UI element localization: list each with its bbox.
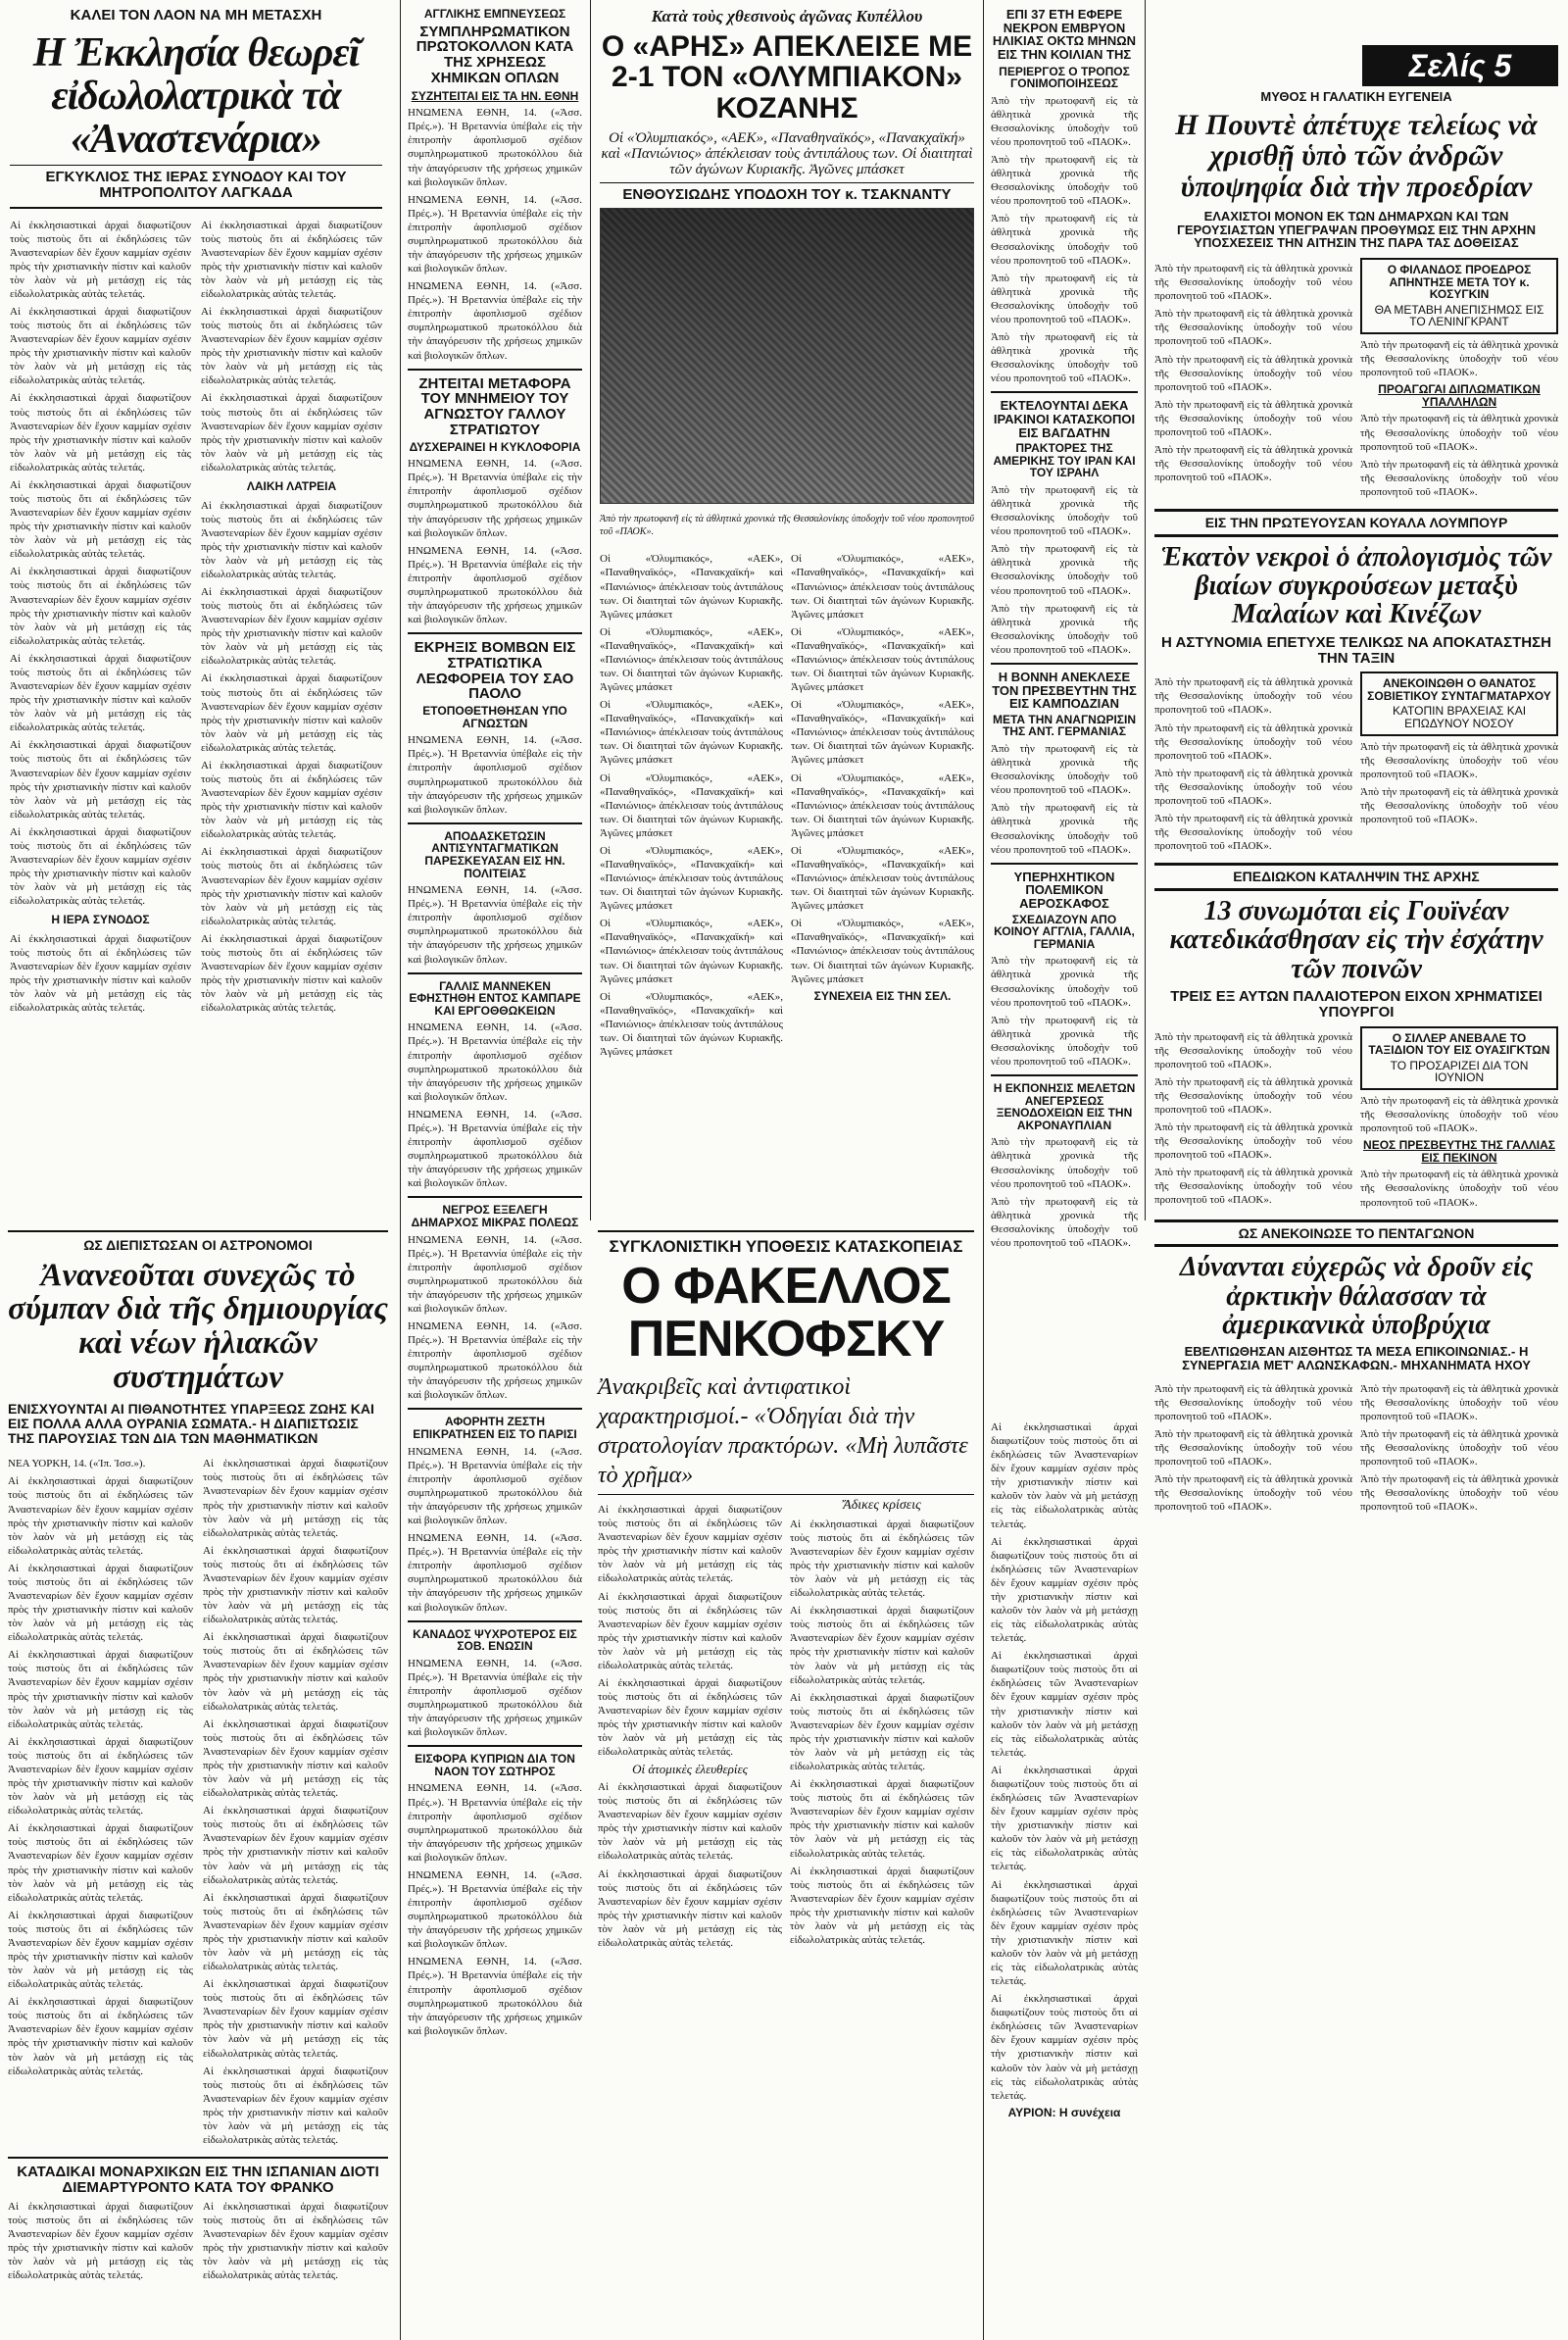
body: Ἀπὸ τὴν πρωτοφανῆ εἰς τὰ ἀθλητικὰ χρονικὰ τῆς Θεσσαλονίκης ὑποδοχὴν τοῦ νέου προπονητοῦ τοῦ «ΠΑΟΚ». [1154,1473,1352,1514]
news-body: Ἀπὸ τὴν πρωτοφανῆ εἰς τὰ ἀθλητικὰ χρονικὰ τῆς Θεσσαλονίκης ὑποδοχὴν τοῦ νέου προπονητοῦ τοῦ «ΠΑΟΚ». [991,331,1138,385]
body: Ἀπὸ τὴν πρωτοφανῆ εἰς τὰ ἀθλητικὰ χρονικὰ τῆς Θεσσαλονίκης ὑποδοχὴν τοῦ νέου προπονητοῦ τοῦ «ΠΑΟΚ». [1360,339,1558,379]
column-news [987,0,1142,1249]
body: Αἱ ἐκκλησιαστικαὶ ἀρχαὶ διαφωτίζουν τοὺς πιστοὺς ὅτι αἱ ἐκδηλώσεις τῶν Ἀναστεναρίων δὲν ἔχουν καμμίαν σχέσιν πρὸς τὴν χριστιανικὴν πίστιν καὶ καλοῦν τὸν λαὸν νὰ μὴ μετάσχῃ εἰς τὰς εἰδωλολατρικὰς αὐτὰς τελετάς. [790,1865,974,1946]
news-sub: ΠΕΡΙΕΡΓΟΣ Ο ΤΡΟΠΟΣ ΓΟΝΙΜΟΠΟΙΗΣΕΩΣ [999,64,1130,91]
article-body: Αἱ ἐκκλησιαστικαὶ ἀρχαὶ διαφωτίζουν τοὺς πιστοὺς ὅτι αἱ ἐκδηλώσεις τῶν Ἀναστεναρίων δὲν ἔχουν καμμίαν σχέσιν πρὸς τὴν χριστιανικὴν πίστιν καὶ καλοῦν τὸν λαὸν νὰ μὴ μετάσχῃ εἰς τὰς εἰδωλολατρικὰς αὐτὰς τελετάς. [10,652,191,734]
footer-headline: ΚΑΤΑΔΙΚΑΙ ΜΟΝΑΡΧΙΚΩΝ ΕΙΣ ΤΗΝ ΙΣΠΑΝΙΑΝ ΔΙΟΤΙ ΔΙΕΜΑΡΤΥΡΟΝΤΟ ΚΑΤΑ ΤΟΥ ΦΡΑΝΚΟ [17,2164,379,2196]
body: Ἀπὸ τὴν πρωτοφανῆ εἰς τὰ ἀθλητικὰ χρονικὰ τῆς Θεσσαλονίκης ὑποδοχὴν τοῦ νέου προπονητοῦ τοῦ «ΠΑΟΚ». [1154,767,1352,807]
body: Ἀπὸ τὴν πρωτοφανῆ εἰς τὰ ἀθλητικὰ χρονικὰ τῆς Θεσσαλονίκης ὑποδοχὴν τοῦ νέου προπονητοῦ τοῦ «ΠΑΟΚ». [1154,1075,1352,1116]
body: Αἱ ἐκκλησιαστικαὶ ἀρχαὶ διαφωτίζουν τοὺς πιστοὺς ὅτι αἱ ἐκδηλώσεις τῶν Ἀναστεναρίων δὲν ἔχουν καμμίαν σχέσιν πρὸς τὴν χριστιανικὴν πίστιν καὶ καλοῦν τὸν λαὸν νὰ μὴ μετάσχῃ εἰς τὰς εἰδωλολατρικὰς αὐτὰς τελετάς. [8,1562,193,1644]
sports-body: Οἱ «Ὀλυμπιακός», «ΑΕΚ», «Παναθηναϊκός», «Πανακχαϊκή» καὶ «Πανιώνιος» ἀπέκλεισαν τοὺς ἀντιπάλους των. Οἱ διαιτηταὶ τῶν ἀγώνων Κυριακῆς. Ἀγῶνες μπάσκετ [600,990,783,1058]
article-penkovsky-cont [987,1220,1142,2340]
column-left [0,0,392,1220]
news-body: Ἀπὸ τὴν πρωτοφανῆ εἰς τὰ ἀθλητικὰ χρονικὰ τῆς Θεσσαλονίκης ὑποδοχὴν τοῦ νέου προπονητοῦ τοῦ «ΠΑΟΚ». [991,543,1138,597]
article-body: Αἱ ἐκκλησιαστικαὶ ἀρχαὶ διαφωτίζουν τοὺς πιστοὺς ὅτι αἱ ἐκδηλώσεις τῶν Ἀναστεναρίων δὲν ἔχουν καμμίαν σχέσιν πρὸς τὴν χριστιανικὴν πίστιν καὶ καλοῦν τὸν λαὸν νὰ μὴ μετάσχῃ εἰς τὰς εἰδωλολατρικὰς αὐτὰς τελετάς. [201,499,382,580]
brief-body: ΗΝΩΜΕΝΑ ΕΘΝΗ, 14. («Ἀσσ. Πρές.»). Ἡ Βρεταννία ὑπέβαλε εἰς τὴν ἐπιτροπὴν ἀφοπλισμοῦ σχέδιον συμπληρωματικοῦ πρωτοκόλλου διὰ τὴν ἀπαγόρευσιν τῆς χρήσεως χημικῶν καὶ βιολογικῶν ὅπλων. [408,884,582,966]
news-body: Ἀπὸ τὴν πρωτοφανῆ εἰς τὰ ἀθλητικὰ χρονικὰ τῆς Θεσσαλονίκης ὑποδοχὴν τοῦ νέου προπονητοῦ τοῦ «ΠΑΟΚ». [991,1195,1138,1249]
headline: Ο ΦΑΚΕΛΛΟΣ ΠΕΝΚΟΦΣΚΥ [621,1257,951,1369]
body: Αἱ ἐκκλησιαστικαὶ ἀρχαὶ διαφωτίζουν τοὺς πιστοὺς ὅτι αἱ ἐκδηλώσεις τῶν Ἀναστεναρίων δὲν ἔχουν καμμίαν σχέσιν πρὸς τὴν χριστιανικὴν πίστιν καὶ καλοῦν τὸν λαὸν νὰ μὴ μετάσχῃ εἰς τὰς εἰδωλολατρικὰς αὐτὰς τελετάς. [991,1650,1138,1759]
brief-body: ΗΝΩΜΕΝΑ ΕΘΝΗ, 14. («Ἀσσ. Πρές.»). Ἡ Βρεταννία ὑπέβαλε εἰς τὴν ἐπιτροπὴν ἀφοπλισμοῦ σχέδιον συμπληρωματικοῦ πρωτοκόλλου διὰ τὴν ἀπαγόρευσιν τῆς χρήσεως χημικῶν καὶ βιολογικῶν ὅπλων. [408,734,582,816]
article-body: Αἱ ἐκκλησιαστικαὶ ἀρχαὶ διαφωτίζουν τοὺς πιστοὺς ὅτι αἱ ἐκδηλώσεις τῶν Ἀναστεναρίων δὲν ἔχουν καμμίαν σχέσιν πρὸς τὴν χριστιανικὴν πίστιν καὶ καλοῦν τὸν λαὸν νὰ μὴ μετάσχῃ εἰς τὰς εἰδωλολατρικὰς αὐτὰς τελετάς. [201,392,382,473]
kicker: ΩΣ ΔΙΕΠΙΣΤΩΣΑΝ ΟΙ ΑΣΤΡΟΝΟΜΟΙ [83,1237,313,1253]
brief-sub: ΕΤΟΠΟΘΕΤΗΘΗΣΑΝ ΥΠΟ ΑΓΝΩΣΤΩΝ [422,704,567,730]
body: Αἱ ἐκκλησιαστικαὶ ἀρχαὶ διαφωτίζουν τοὺς πιστοὺς ὅτι αἱ ἐκδηλώσεις τῶν Ἀναστεναρίων δὲν ἔχουν καμμίαν σχέσιν πρὸς τὴν χριστιανικὴν πίστιν καὶ καλοῦν τὸν λαὸν νὰ μὴ μετάσχῃ εἰς τὰς εἰδωλολατρικὰς αὐτὰς τελετάς. [598,1781,782,1863]
brief-sub: ΣΥΖΗΤΕΙΤΑΙ ΕΙΣ ΤΑ ΗΝ. ΕΘΝΗ [411,88,579,103]
brief-body: ΗΝΩΜΕΝΑ ΕΘΝΗ, 14. («Ἀσσ. Πρές.»). Ἡ Βρεταννία ὑπέβαλε εἰς τὴν ἐπιτροπὴν ἀφοπλισμοῦ σχέδιον συμπληρωματικοῦ πρωτοκόλλου διὰ τὴν ἀπαγόρευσιν τῆς χρήσεως χημικῶν καὶ βιολογικῶν ὅπλων. [408,458,582,539]
brief-body: ΗΝΩΜΕΝΑ ΕΘΝΗ, 14. («Ἀσσ. Πρές.»). Ἡ Βρεταννία ὑπέβαλε εἰς τὴν ἐπιτροπὴν ἀφοπλισμοῦ σχέδιον συμπληρωματικοῦ πρωτοκόλλου διὰ τὴν ἀπαγόρευσιν τῆς χρήσεως χημικῶν καὶ βιολογικῶν ὅπλων. [408,1445,582,1527]
body: Ἀπὸ τὴν πρωτοφανῆ εἰς τὰ ἀθλητικὰ χρονικὰ τῆς Θεσσαλονίκης ὑποδοχὴν τοῦ νέου προπονητοῦ τοῦ «ΠΑΟΚ». [1154,263,1352,303]
body: Αἱ ἐκκλησιαστικαὶ ἀρχαὶ διαφωτίζουν τοὺς πιστοὺς ὅτι αἱ ἐκδηλώσεις τῶν Ἀναστεναρίων δὲν ἔχουν καμμίαν σχέσιν πρὸς τὴν χριστιανικὴν πίστιν καὶ καλοῦν τὸν λαὸν νὰ μὴ μετάσχῃ εἰς τὰς εἰδωλολατρικὰς αὐτὰς τελετάς. [203,1805,388,1886]
body: Αἱ ἐκκλησιαστικαὶ ἀρχαὶ διαφωτίζουν τοὺς πιστοὺς ὅτι αἱ ἐκδηλώσεις τῶν Ἀναστεναρίων δὲν ἔχουν καμμίαν σχέσιν πρὸς τὴν χριστιανικὴν πίστιν καὶ καλοῦν τὸν λαὸν νὰ μὴ μετάσχῃ εἰς τὰς εἰδωλολατρικὰς αὐτὰς τελετάς. [8,2200,193,2281]
subhead: ΕΛΑΧΙΣΤΟΙ ΜΟΝΟΝ ΕΚ ΤΩΝ ΔΗΜΑΡΧΩΝ ΚΑΙ ΤΩΝ ΓΕΡΟΥΣΙΑΣΤΩΝ ΥΠΕΓΡΑΨΑΝ ΠΡΟΘΥΜΩΣ ΕΙΣ ΤΗΝ ΑΡΧΗΝ ΥΠΟΣΧΕΣΕΙΣ ΤΗΝ ΑΙΤΗΣΙΝ ΤΗΣ ΠΑΡΑ ΤΑΣ ΔΟΘΕΙΣΑΣ [1177,209,1536,251]
body: Ἀπὸ τὴν πρωτοφανῆ εἰς τὰ ἀθλητικὰ χρονικὰ τῆς Θεσσαλονίκης ὑποδοχὴν τοῦ νέου προπονητοῦ τοῦ «ΠΑΟΚ». [1360,1427,1558,1469]
brief-headline: ΑΦΟΡΗΤΗ ΖΕΣΤΗ ΕΠΙΚΡΑΤΗΣΕΝ ΕΙΣ ΤΟ ΠΑΡΙΣΙ [413,1415,577,1442]
sports-kicker: Κατὰ τοὺς χθεσινοὺς ἀγῶνας Κυπέλλου [651,7,923,25]
headline: Η Πουντὲ ἀπέτυχε τελείως νὰ χρισθῇ ὑπὸ τῶν ἀνδρῶν ὑποψηφία διὰ τὴν προεδρίαν [1175,108,1538,203]
news-sub: ΜΕΤΑ ΤΗΝ ΑΝΑΓΝΩΡΙΣΙΝ ΤΗΣ ΑΝΤ. ΓΕΡΜΑΝΙΑΣ [992,712,1137,739]
headline: Ἀνανεοῦται συνεχῶς τὸ σύμπαν διὰ τῆς δημιουργίας καὶ νέων ἡλιακῶν συστημάτων [8,1257,388,1395]
news-headline: ΥΠΕΡΗΧΗΤΙΚΟΝ ΠΟΛΕΜΙΚΟΝ ΑΕΡΟΣΚΑΦΟΣ [1013,869,1115,911]
strip-heading: ΩΣ ΑΝΕΚΟΙΝΩΣΕ ΤΟ ΠΕΝΤΑΓΩΝΟΝ [1154,1220,1558,1248]
page-number-logo: Σελίς 5 [1362,45,1558,86]
news-sub: ΠΡΑΚΤΟΡΕΣ ΤΗΣ ΑΜΕΡΙΚΗΣ ΤΟΥ ΙΡΑΝ ΚΑΙ ΤΟΥ ΙΣΡΑΗΛ [993,441,1136,480]
body: Αἱ ἐκκλησιαστικαὶ ἀρχαὶ διαφωτίζουν τοὺς πιστοὺς ὅτι αἱ ἐκδηλώσεις τῶν Ἀναστεναρίων δὲν ἔχουν καμμίαν σχέσιν πρὸς τὴν χριστιανικὴν πίστιν καὶ καλοῦν τὸν λαὸν νὰ μὴ μετάσχῃ εἰς τὰς εἰδωλολατρικὰς αὐτὰς τελετάς. [203,1544,388,1626]
box-sub: ΘΑ ΜΕΤΑΒΗ ΑΝΕΠΙΣΗΜΩΣ ΕΙΣ ΤΟ ΛΕΝΙΝΓΚΡΑΝΤ [1374,302,1544,329]
article-subhead: ΕΓΚΥΚΛΙΟΣ ΤΗΣ ΙΕΡΑΣ ΣΥΝΟΔΟΥ ΚΑΙ ΤΟΥ ΜΗΤΡΟΠΟΛΙΤΟΥ ΛΑΓΚΑΔΑ [45,169,347,201]
brief-body: ΗΝΩΜΕΝΑ ΕΘΝΗ, 14. («Ἀσσ. Πρές.»). Ἡ Βρεταννία ὑπέβαλε εἰς τὴν ἐπιτροπὴν ἀφοπλισμοῦ σχέδιον συμπληρωματικοῦ πρωτοκόλλου διὰ τὴν ἀπαγόρευσιν τῆς χρήσεως χημικῶν καὶ βιολογικῶν ὅπλων. [408,107,582,188]
article-body: Αἱ ἐκκλησιαστικαὶ ἀρχαὶ διαφωτίζουν τοὺς πιστοὺς ὅτι αἱ ἐκδηλώσεις τῶν Ἀναστεναρίων δὲν ἔχουν καμμίαν σχέσιν πρὸς τὴν χριστιανικὴν πίστιν καὶ καλοῦν τὸν λαὸν νὰ μὴ μετάσχῃ εἰς τὰς εἰδωλολατρικὰς αὐτὰς τελετάς. [10,478,191,561]
sports-deck: Οἱ «Ὀλυμπιακός», «ΑΕΚ», «Παναθηναϊκός», «Πανακχαϊκή» καὶ «Πανιώνιος» ἀπέκλεισαν τοὺς ἀντιπάλους των. Οἱ διαιτηταὶ τῶν ἀγώνων Κυριακῆς. Ἀγῶνες μπάσκετ [601,130,973,177]
article-signature: Η ΙΕΡΑ ΣΥΝΟΔΟΣ [51,913,150,927]
body: Ἀπὸ τὴν πρωτοφανῆ εἰς τὰ ἀθλητικὰ χρονικὰ τῆς Θεσσαλονίκης ὑποδοχὴν τοῦ νέου προπονητοῦ τοῦ «ΠΑΟΚ». [1154,722,1352,762]
brief-body: ΗΝΩΜΕΝΑ ΕΘΝΗ, 14. («Ἀσσ. Πρές.»). Ἡ Βρεταννία ὑπέβαλε εἰς τὴν ἐπιτροπὴν ἀφοπλισμοῦ σχέδιον συμπληρωματικοῦ πρωτοκόλλου διὰ τὴν ἀπαγόρευσιν τῆς χρήσεως χημικῶν καὶ βιολογικῶν ὅπλων. [408,1108,582,1190]
brief-sub: ΔΥΣΧΕΡΑΙΝΕΙ Η ΚΥΚΛΟΦΟΡΙΑ [409,439,581,454]
box-sub: ΤΟ ΠΡΟΣΑΡΙΖΕΙ ΔΙΑ ΤΟΝ ΙΟΥΝΙΟΝ [1390,1058,1529,1085]
section-heading: ΛΑΙΚΗ ΛΑΤΡΕΙΑ [246,478,337,493]
news-body: Ἀπὸ τὴν πρωτοφανῆ εἰς τὰ ἀθλητικὰ χρονικὰ τῆς Θεσσαλονίκης ὑποδοχὴν τοῦ νέου προπονητοῦ τοῦ «ΠΑΟΚ». [991,1014,1138,1068]
article-body: Αἱ ἐκκλησιαστικαὶ ἀρχαὶ διαφωτίζουν τοὺς πιστοὺς ὅτι αἱ ἐκδηλώσεις τῶν Ἀναστεναρίων δὲν ἔχουν καμμίαν σχέσιν πρὸς τὴν χριστιανικὴν πίστιν καὶ καλοῦν τὸν λαὸν νὰ μὴ μετάσχῃ εἰς τὰς εἰδωλολατρικὰς αὐτὰς τελετάς. [10,219,191,300]
body: Αἱ ἐκκλησιαστικαὶ ἀρχαὶ διαφωτίζουν τοὺς πιστοὺς ὅτι αἱ ἐκδηλώσεις τῶν Ἀναστεναρίων δὲν ἔχουν καμμίαν σχέσιν πρὸς τὴν χριστιανικὴν πίστιν καὶ καλοῦν τὸν λαὸν νὰ μὴ μετάσχῃ εἰς τὰς εἰδωλολατρικὰς αὐτὰς τελετάς. [598,1676,782,1759]
brief-headline: ΝΕΟΣ ΠΡΕΣΒΕΥΤΗΣ ΤΗΣ ΓΑΛΛΙΑΣ ΕΙΣ ΠΕΚΙΝΟΝ [1363,1138,1555,1165]
article-body: Αἱ ἐκκλησιαστικαὶ ἀρχαὶ διαφωτίζουν τοὺς πιστοὺς ὅτι αἱ ἐκδηλώσεις τῶν Ἀναστεναρίων δὲν ἔχουν καμμίαν σχέσιν πρὸς τὴν χριστιανικὴν πίστιν καὶ καλοῦν τὸν λαὸν νὰ μὴ μετάσχῃ εἰς τὰς εἰδωλολατρικὰς αὐτὰς τελετάς. [10,932,191,1015]
article-astronomy [0,1220,396,2340]
sports-headline: Ο «ΑΡΗΣ» ΑΠΕΚΛΕΙΣΕ ΜΕ 2-1 ΤΟΝ «ΟΛΥΜΠΙΑΚΟΝ» ΚΟΖΑΝΗΣ [601,29,973,124]
body: Αἱ ἐκκλησιαστικαὶ ἀρχαὶ διαφωτίζουν τοὺς πιστοὺς ὅτι αἱ ἐκδηλώσεις τῶν Ἀναστεναρίων δὲν ἔχουν καμμίαν σχέσιν πρὸς τὴν χριστιανικὴν πίστιν καὶ καλοῦν τὸν λαὸν νὰ μὴ μετάσχῃ εἰς τὰς εἰδωλολατρικὰς αὐτὰς τελετάς. [991,1878,1138,1988]
news-body: Ἀπὸ τὴν πρωτοφανῆ εἰς τὰ ἀθλητικὰ χρονικὰ τῆς Θεσσαλονίκης ὑποδοχὴν τοῦ νέου προπονητοῦ τοῦ «ΠΑΟΚ». [991,743,1138,797]
news-body: Ἀπὸ τὴν πρωτοφανῆ εἰς τὰ ἀθλητικὰ χρονικὰ τῆς Θεσσαλονίκης ὑποδοχὴν τοῦ νέου προπονητοῦ τοῦ «ΠΑΟΚ». [991,154,1138,208]
article-body: Αἱ ἐκκλησιαστικαὶ ἀρχαὶ διαφωτίζουν τοὺς πιστοὺς ὅτι αἱ ἐκδηλώσεις τῶν Ἀναστεναρίων δὲν ἔχουν καμμίαν σχέσιν πρὸς τὴν χριστιανικὴν πίστιν καὶ καλοῦν τὸν λαὸν νὰ μὴ μετάσχῃ εἰς τὰς εἰδωλολατρικὰς αὐτὰς τελετάς. [10,566,191,647]
body: Ἀπὸ τὴν πρωτοφανῆ εἰς τὰ ἀθλητικὰ χρονικὰ τῆς Θεσσαλονίκης ὑποδοχὴν τοῦ νέου προπονητοῦ τοῦ «ΠΑΟΚ». [1154,1427,1352,1469]
column-rule [400,0,401,2340]
subhead: ΕΝΙΣΧΥΟΥΝΤΑΙ ΑΙ ΠΙΘΑΝΟΤΗΤΕΣ ΥΠΑΡΞΕΩΣ ΖΩΗΣ ΚΑΙ ΕΙΣ ΠΟΛΛΑ ΑΛΛΑ ΟΥΡΑΝΙΑ ΣΩΜΑΤΑ.- Η ΔΙΑΠΙΣΤΩΣΙΣ ΤΗΣ ΠΑΡΟΥΣΙΑΣ ΤΩΝ ΔΙΑ ΤΩΝ ΜΑΘΗΜΑΤΙΚΩΝ [8,1401,374,1446]
section-heading: Ἄδικες κρίσεις [843,1498,921,1514]
brief-body: ΗΝΩΜΕΝΑ ΕΘΝΗ, 14. («Ἀσσ. Πρές.»). Ἡ Βρεταννία ὑπέβαλε εἰς τὴν ἐπιτροπὴν ἀφοπλισμοῦ σχέδιον συμπληρωματικοῦ πρωτοκόλλου διὰ τὴν ἀπαγόρευσιν τῆς χρήσεως χημικῶν καὶ βιολογικῶν ὅπλων. [408,1868,582,1951]
brief-body: ΗΝΩΜΕΝΑ ΕΘΝΗ, 14. («Ἀσσ. Πρές.»). Ἡ Βρεταννία ὑπέβαλε εἰς τὴν ἐπιτροπὴν ἀφοπλισμοῦ σχέδιον συμπληρωματικοῦ πρωτοκόλλου διὰ τὴν ἀπαγόρευσιν τῆς χρήσεως χημικῶν καὶ βιολογικῶν ὅπλων. [408,1657,582,1739]
crowd-photo [600,208,974,504]
brief-body: ΗΝΩΜΕΝΑ ΕΘΝΗ, 14. («Ἀσσ. Πρές.»). Ἡ Βρεταννία ὑπέβαλε εἰς τὴν ἐπιτροπὴν ἀφοπλισμοῦ σχέδιον συμπληρωματικοῦ πρωτοκόλλου διὰ τὴν ἀπαγόρευσιν τῆς χρήσεως χημικῶν καὶ βιολογικῶν ὅπλων. [408,1320,582,1402]
sports-body: Οἱ «Ὀλυμπιακός», «ΑΕΚ», «Παναθηναϊκός», «Πανακχαϊκή» καὶ «Πανιώνιος» ἀπέκλεισαν τοὺς ἀντιπάλους των. Οἱ διαιτηταὶ τῶν ἀγώνων Κυριακῆς. Ἀγῶνες μπάσκετ [791,772,974,839]
news-body: Ἀπὸ τὴν πρωτοφανῆ εἰς τὰ ἀθλητικὰ χρονικὰ τῆς Θεσσαλονίκης ὑποδοχὴν τοῦ νέου προπονητοῦ τοῦ «ΠΑΟΚ». [991,94,1138,148]
brief-headline: ΝΕΓΡΟΣ ΕΞΕΛΕΓΗ ΔΗΜΑΡΧΟΣ ΜΙΚΡΑΣ ΠΟΛΕΩΣ [411,1203,579,1229]
article-body: Αἱ ἐκκλησιαστικαὶ ἀρχαὶ διαφωτίζουν τοὺς πιστοὺς ὅτι αἱ ἐκδηλώσεις τῶν Ἀναστεναρίων δὲν ἔχουν καμμίαν σχέσιν πρὸς τὴν χριστιανικὴν πίστιν καὶ καλοῦν τὸν λαὸν νὰ μὴ μετάσχῃ εἰς τὰς εἰδωλολατρικὰς αὐτὰς τελετάς. [201,846,382,927]
sports-body: Οἱ «Ὀλυμπιακός», «ΑΕΚ», «Παναθηναϊκός», «Πανακχαϊκή» καὶ «Πανιώνιος» ἀπέκλεισαν τοὺς ἀντιπάλους των. Οἱ διαιτηταὶ τῶν ἀγώνων Κυριακῆς. Ἀγῶνες μπάσκετ [791,918,974,985]
body: Ἀπὸ τὴν πρωτοφανῆ εἰς τὰ ἀθλητικὰ χρονικὰ τῆς Θεσσαλονίκης ὑποδοχὴν τοῦ νέου προπονητοῦ τοῦ «ΠΑΟΚ». [1154,812,1352,853]
box-sub: ΚΑΤΟΠΙΝ ΒΡΑΧΕΙΑΣ ΚΑΙ ΕΠΩΔΥΝΟΥ ΝΟΣΟΥ [1392,704,1527,731]
news-headline: ΕΠΙ 37 ΕΤΗ ΕΦΕΡΕ ΝΕΚΡΟΝ ΕΜΒΡΥΟΝ ΗΛΙΚΙΑΣ ΟΚΤΩ ΜΗΝΩΝ ΕΙΣ ΤΗΝ ΚΟΙΛΙΑΝ ΤΗΣ [992,7,1137,62]
body: Ἀπὸ τὴν πρωτοφανῆ εἰς τὰ ἀθλητικὰ χρονικὰ τῆς Θεσσαλονίκης ὑποδοχὴν τοῦ νέου προπονητοῦ τοῦ «ΠΑΟΚ». [1360,1473,1558,1514]
brief-headline: ΕΙΣΦΟΡΑ ΚΥΠΡΙΩΝ ΔΙΑ ΤΟΝ ΝΑΟΝ ΤΟΥ ΣΩΤΗΡΟΣ [415,1752,575,1778]
body: Αἱ ἐκκλησιαστικαὶ ἀρχαὶ διαφωτίζουν τοὺς πιστοὺς ὅτι αἱ ἐκδηλώσεις τῶν Ἀναστεναρίων δὲν ἔχουν καμμίαν σχέσιν πρὸς τὴν χριστιανικὴν πίστιν καὶ καλοῦν τὸν λαὸν νὰ μὴ μετάσχῃ εἰς τὰς εἰδωλολατρικὰς αὐτὰς τελετάς. [790,1605,974,1686]
article-body: Αἱ ἐκκλησιαστικαὶ ἀρχαὶ διαφωτίζουν τοὺς πιστοὺς ὅτι αἱ ἐκδηλώσεις τῶν Ἀναστεναρίων δὲν ἔχουν καμμίαν σχέσιν πρὸς τὴν χριστιανικὴν πίστιν καὶ καλοῦν τὸν λαὸν νὰ μὴ μετάσχῃ εἰς τὰς εἰδωλολατρικὰς αὐτὰς τελετάς. [10,739,191,821]
body: Αἱ ἐκκλησιαστικαὶ ἀρχαὶ διαφωτίζουν τοὺς πιστοὺς ὅτι αἱ ἐκδηλώσεις τῶν Ἀναστεναρίων δὲν ἔχουν καμμίαν σχέσιν πρὸς τὴν χριστιανικὴν πίστιν καὶ καλοῦν τὸν λαὸν νὰ μὴ μετάσχῃ εἰς τὰς εἰδωλολατρικὰς αὐτὰς τελετάς. [8,1996,193,2077]
brief-body: ΗΝΩΜΕΝΑ ΕΘΝΗ, 14. («Ἀσσ. Πρές.»). Ἡ Βρεταννία ὑπέβαλε εἰς τὴν ἐπιτροπὴν ἀφοπλισμοῦ σχέδιον συμπληρωματικοῦ πρωτοκόλλου διὰ τὴν ἀπαγόρευσιν τῆς χρήσεως χημικῶν καὶ βιολογικῶν ὅπλων. [408,280,582,362]
news-body: Ἀπὸ τὴν πρωτοφανῆ εἰς τὰ ἀθλητικὰ χρονικὰ τῆς Θεσσαλονίκης ὑποδοχὴν τοῦ νέου προπονητοῦ τοῦ «ΠΑΟΚ». [991,602,1138,656]
brief-headline: ΑΠΟΔΑΣΚΕΤΩΣΙΝ ΑΝΤΙΣΥΝΤΑΓΜΑΤΙΚΩΝ ΠΑΡΕΣΚΕΥΑΣΑΝ ΕΙΣ ΗΝ. ΠΟΛΙΤΕΙΑΣ [424,828,565,880]
body: Αἱ ἐκκλησιαστικαὶ ἀρχαὶ διαφωτίζουν τοὺς πιστοὺς ὅτι αἱ ἐκδηλώσεις τῶν Ἀναστεναρίων δὲν ἔχουν καμμίαν σχέσιν πρὸς τὴν χριστιανικὴν πίστιν καὶ καλοῦν τὸν λαὸν νὰ μὴ μετάσχῃ εἰς τὰς εἰδωλολατρικὰς αὐτὰς τελετάς. [203,1458,388,1539]
headline: Δύνανται εὐχερῶς νὰ δροῦν εἰς ἀρκτικὴν θάλασσαν τὰ ἀμερικανικὰ ὑποβρύχια [1179,1252,1534,1341]
sports-body: Οἱ «Ὀλυμπιακός», «ΑΕΚ», «Παναθηναϊκός», «Πανακχαϊκή» καὶ «Πανιώνιος» ἀπέκλεισαν τοὺς ἀντιπάλους των. Οἱ διαιτηταὶ τῶν ἀγώνων Κυριακῆς. Ἀγῶνες μπάσκετ [600,844,783,913]
brief-headline: ΠΡΟΑΓΩΓΑΙ ΔΙΠΛΩΜΑΤΙΚΩΝ ΥΠΑΛΛΗΛΩΝ [1378,382,1541,409]
box-headline: ΑΝΕΚΟΙΝΩΘΗ Ο ΘΑΝΑΤΟΣ ΣΟΒΙΕΤΙΚΟΥ ΣΥΝΤΑΓΜΑΤΑΡΧΟΥ [1367,676,1551,703]
body: Ἀπὸ τὴν πρωτοφανῆ εἰς τὰ ἀθλητικὰ χρονικὰ τῆς Θεσσαλονίκης ὑποδοχὴν τοῦ νέου προπονητοῦ τοῦ «ΠΑΟΚ». [1154,1121,1352,1162]
article-body: Αἱ ἐκκλησιαστικαὶ ἀρχαὶ διαφωτίζουν τοὺς πιστοὺς ὅτι αἱ ἐκδηλώσεις τῶν Ἀναστεναρίων δὲν ἔχουν καμμίαν σχέσιν πρὸς τὴν χριστιανικὴν πίστιν καὶ καλοῦν τὸν λαὸν νὰ μὴ μετάσχῃ εἰς τὰς εἰδωλολατρικὰς αὐτὰς τελετάς. [10,306,191,387]
body: Αἱ ἐκκλησιαστικαὶ ἀρχαὶ διαφωτίζουν τοὺς πιστοὺς ὅτι αἱ ἐκδηλώσεις τῶν Ἀναστεναρίων δὲν ἔχουν καμμίαν σχέσιν πρὸς τὴν χριστιανικὴν πίστιν καὶ καλοῦν τὸν λαὸν νὰ μὴ μετάσχῃ εἰς τὰς εἰδωλολατρικὰς αὐτὰς τελετάς. [598,1867,782,1949]
brief-headline: ΕΚΡΗΞΙΣ ΒΟΜΒΩΝ ΕΙΣ ΣΤΡΑΤΙΩΤΙΚΑ ΛΕΩΦΟΡΕΙΑ ΤΟΥ ΣΑΟ ΠΑΟΛΟ [414,639,576,703]
brief-body: ΗΝΩΜΕΝΑ ΕΘΝΗ, 14. («Ἀσσ. Πρές.»). Ἡ Βρεταννία ὑπέβαλε εἰς τὴν ἐπιτροπὴν ἀφοπλισμοῦ σχέδιον συμπληρωματικοῦ πρωτοκόλλου διὰ τὴν ἀπαγόρευσιν τῆς χρήσεως χημικῶν καὶ βιολογικῶν ὅπλων. [408,544,582,626]
brief-body: ΗΝΩΜΕΝΑ ΕΘΝΗ, 14. («Ἀσσ. Πρές.»). Ἡ Βρεταννία ὑπέβαλε εἰς τὴν ἐπιτροπὴν ἀφοπλισμοῦ σχέδιον συμπληρωματικοῦ πρωτοκόλλου διὰ τὴν ἀπαγόρευσιν τῆς χρήσεως χημικῶν καὶ βιολογικῶν ὅπλων. [408,1782,582,1864]
brief-body: ΗΝΩΜΕΝΑ ΕΘΝΗ, 14. («Ἀσσ. Πρές.»). Ἡ Βρεταννία ὑπέβαλε εἰς τὴν ἐπιτροπὴν ἀφοπλισμοῦ σχέδιον συμπληρωματικοῦ πρωτοκόλλου διὰ τὴν ἀπαγόρευσιν τῆς χρήσεως χημικῶν καὶ βιολογικῶν ὅπλων. [408,1532,582,1614]
news-body: Ἀπὸ τὴν πρωτοφανῆ εἰς τὰ ἀθλητικὰ χρονικὰ τῆς Θεσσαλονίκης ὑποδοχὴν τοῦ νέου προπονητοῦ τοῦ «ΠΑΟΚ». [991,484,1138,538]
sports-sub: ΕΝΘΟΥΣΙΩΔΗΣ ΥΠΟΔΟΧΗ ΤΟΥ κ. ΤΣΑΚΝΑΝΤΥ [622,185,952,203]
column-rule [590,0,591,1220]
news-headline: ΕΚΤΕΛΟΥΝΤΑΙ ΔΕΚΑ ΙΡΑΚΙΝΟΙ ΚΑΤΑΣΚΟΠΟΙ ΕΙΣ ΒΑΓΔΑΤΗΝ [993,398,1136,440]
body: Αἱ ἐκκλησιαστικαὶ ἀρχαὶ διαφωτίζουν τοὺς πιστοὺς ὅτι αἱ ἐκδηλώσεις τῶν Ἀναστεναρίων δὲν ἔχουν καμμίαν σχέσιν πρὸς τὴν χριστιανικὴν πίστιν καὶ καλοῦν τὸν λαὸν νὰ μὴ μετάσχῃ εἰς τὰς εἰδωλολατρικὰς αὐτὰς τελετάς. [8,1735,193,1817]
photo-caption: Ἀπὸ τὴν πρωτοφανῆ εἰς τὰ ἀθλητικὰ χρονικὰ τῆς Θεσσαλονίκης ὑποδοχὴν τοῦ νέου προπονητοῦ τοῦ «ΠΑΟΚ». [600,514,974,537]
body: Αἱ ἐκκλησιαστικαὶ ἀρχαὶ διαφωτίζουν τοὺς πιστοὺς ὅτι αἱ ἐκδηλώσεις τῶν Ἀναστεναρίων δὲν ἔχουν καμμίαν σχέσιν πρὸς τὴν χριστιανικὴν πίστιν καὶ καλοῦν τὸν λαὸν νὰ μὴ μετάσχῃ εἰς τὰς εἰδωλολατρικὰς αὐτὰς τελετάς. [790,1778,974,1860]
news-headline: Η ΒΟΝΝΗ ΑΝΕΚΛΕΣΕ ΤΟΝ ΠΡΕΣΒΕΥΤΗΝ ΤΗΣ ΕΙΣ ΚΑΜΠΟΔΖΙΑΝ [992,669,1137,712]
sports-body: Οἱ «Ὀλυμπιακός», «ΑΕΚ», «Παναθηναϊκός», «Πανακχαϊκή» καὶ «Πανιώνιος» ἀπέκλεισαν τοὺς ἀντιπάλους των. Οἱ διαιτηταὶ τῶν ἀγώνων Κυριακῆς. Ἀγῶνες μπάσκετ [600,699,783,767]
news-body: Ἀπὸ τὴν πρωτοφανῆ εἰς τὰ ἀθλητικὰ χρονικὰ τῆς Θεσσαλονίκης ὑποδοχὴν τοῦ νέου προπονητοῦ τοῦ «ΠΑΟΚ». [991,272,1138,325]
brief-headline: ΓΑΛΛΙΣ ΜΑΝΝΕΚΕΝ ΕΦΗΣΤΗΘΗ ΕΝΤΟΣ ΚΑΜΠΑΡΕ ΚΑΙ ΕΡΓΟΘΘΩΚΕΙΩΝ [409,978,581,1018]
kicker: ΜΥΘΟΣ Η ΓΑΛΑΤΙΚΗ ΕΥΓΕΝΕΙΑ [1260,89,1452,104]
article-body: Αἱ ἐκκλησιαστικαὶ ἀρχαὶ διαφωτίζουν τοὺς πιστοὺς ὅτι αἱ ἐκδηλώσεις τῶν Ἀναστεναρίων δὲν ἔχουν καμμίαν σχέσιν πρὸς τὴν χριστιανικὴν πίστιν καὶ καλοῦν τὸν λαὸν νὰ μὴ μετάσχῃ εἰς τὰς εἰδωλολατρικὰς αὐτὰς τελετάς. [201,219,382,300]
news-sub: ΣΧΕΔΙΑΖΟΥΝ ΑΠΟ ΚΟΙΝΟΥ ΑΓΓΛΙΑ, ΓΑΛΛΙΑ, ΓΕΡΜΑΝΙΑ [994,912,1135,951]
body: Αἱ ἐκκλησιαστικαὶ ἀρχαὶ διαφωτίζουν τοὺς πιστοὺς ὅτι αἱ ἐκδηλώσεις τῶν Ἀναστεναρίων δὲν ἔχουν καμμίαν σχέσιν πρὸς τὴν χριστιανικὴν πίστιν καὶ καλοῦν τὸν λαὸν νὰ μὴ μετάσχῃ εἰς τὰς εἰδωλολατρικὰς αὐτὰς τελετάς. [8,1909,193,1991]
body: Ἀπὸ τὴν πρωτοφανῆ εἰς τὰ ἀθλητικὰ χρονικὰ τῆς Θεσσαλονίκης ὑποδοχὴν τοῦ νέου προπονητοῦ τοῦ «ΠΑΟΚ». [1154,398,1352,438]
body: Ἀπὸ τὴν πρωτοφανῆ εἰς τὰ ἀθλητικὰ χρονικὰ τῆς Θεσσαλονίκης ὑποδοχὴν τοῦ νέου προπονητοῦ τοῦ «ΠΑΟΚ». [1154,353,1352,393]
news-body: Ἀπὸ τὴν πρωτοφανῆ εἰς τὰ ἀθλητικὰ χρονικὰ τῆς Θεσσαλονίκης ὑποδοχὴν τοῦ νέου προπονητοῦ τοῦ «ΠΑΟΚ». [991,1136,1138,1190]
headline: 13 συνωμόται εἰς Γουϊνέαν κατεδικάσθησαν εἰς τὴν ἐσχάτην τῶν ποινῶν [1169,895,1544,984]
box-headline: Ο ΣΙΛΛΕΡ ΑΝΕΒΑΛΕ ΤΟ ΤΑΞΙΔΙΟΝ ΤΟΥ ΕΙΣ ΟΥΑΣΙΓΚΤΩΝ [1368,1030,1550,1058]
body: Ἀπὸ τὴν πρωτοφανῆ εἰς τὰ ἀθλητικὰ χρονικὰ τῆς Θεσσαλονίκης ὑποδοχὴν τοῦ νέου προπονητοῦ τοῦ «ΠΑΟΚ». [1154,1030,1352,1070]
body: Ἀπὸ τὴν πρωτοφανῆ εἰς τὰ ἀθλητικὰ χρονικὰ τῆς Θεσσαλονίκης ὑποδοχὴν τοῦ νέου προπονητοῦ τοῦ «ΠΑΟΚ». [1360,785,1558,826]
body: Ἀπὸ τὴν πρωτοφανῆ εἰς τὰ ἀθλητικὰ χρονικὰ τῆς Θεσσαλονίκης ὑποδοχὴν τοῦ νέου προπονητοῦ τοῦ «ΠΑΟΚ». [1154,308,1352,348]
body: Αἱ ἐκκλησιαστικαὶ ἀρχαὶ διαφωτίζουν τοὺς πιστοὺς ὅτι αἱ ἐκδηλώσεις τῶν Ἀναστεναρίων δὲν ἔχουν καμμίαν σχέσιν πρὸς τὴν χριστιανικὴν πίστιν καὶ καλοῦν τὸν λαὸν νὰ μὴ μετάσχῃ εἰς τὰς εἰδωλολατρικὰς αὐτὰς τελετάς. [790,1518,974,1600]
strip-heading: ΕΠΕΔΙΩΚΟΝ ΚΑΤΑΛΗΨΙΝ ΤΗΣ ΑΡΧΗΣ [1154,863,1558,891]
box-headline: Ο ΦΙΛΑΝΔΟΣ ΠΡΟΕΔΡΟΣ ΑΠΗΝΤΗΣΕ ΜΕΤΑ ΤΟΥ κ. ΚΟΣΥΓΚΙΝ [1387,263,1532,302]
article-body: Αἱ ἐκκλησιαστικαὶ ἀρχαὶ διαφωτίζουν τοὺς πιστοὺς ὅτι αἱ ἐκδηλώσεις τῶν Ἀναστεναρίων δὲν ἔχουν καμμίαν σχέσιν πρὸς τὴν χριστιανικὴν πίστιν καὶ καλοῦν τὸν λαὸν νὰ μὴ μετάσχῃ εἰς τὰς εἰδωλολατρικὰς αὐτὰς τελετάς. [201,306,382,387]
news-body: Ἀπὸ τὴν πρωτοφανῆ εἰς τὰ ἀθλητικὰ χρονικὰ τῆς Θεσσαλονίκης ὑποδοχὴν τοῦ νέου προπονητοῦ τοῦ «ΠΑΟΚ». [991,213,1138,267]
article-body: Αἱ ἐκκλησιαστικαὶ ἀρχαὶ διαφωτίζουν τοὺς πιστοὺς ὅτι αἱ ἐκδηλώσεις τῶν Ἀναστεναρίων δὲν ἔχουν καμμίαν σχέσιν πρὸς τὴν χριστιανικὴν πίστιν καὶ καλοῦν τὸν λαὸν νὰ μὴ μετάσχῃ εἰς τὰς εἰδωλολατρικὰς αὐτὰς τελετάς. [10,825,191,908]
body: Αἱ ἐκκλησιαστικαὶ ἀρχαὶ διαφωτίζουν τοὺς πιστοὺς ὅτι αἱ ἐκδηλώσεις τῶν Ἀναστεναρίων δὲν ἔχουν καμμίαν σχέσιν πρὸς τὴν χριστιανικὴν πίστιν καὶ καλοῦν τὸν λαὸν νὰ μὴ μετάσχῃ εἰς τὰς εἰδωλολατρικὰς αὐτὰς τελετάς. [790,1691,974,1773]
sports-body: Οἱ «Ὀλυμπιακός», «ΑΕΚ», «Παναθηναϊκός», «Πανακχαϊκή» καὶ «Πανιώνιος» ἀπέκλεισαν τοὺς ἀντιπάλους των. Οἱ διαιτηταὶ τῶν ἀγώνων Κυριακῆς. Ἀγῶνες μπάσκετ [791,553,974,621]
body: Αἱ ἐκκλησιαστικαὶ ἀρχαὶ διαφωτίζουν τοὺς πιστοὺς ὅτι αἱ ἐκδηλώσεις τῶν Ἀναστεναρίων δὲν ἔχουν καμμίαν σχέσιν πρὸς τὴν χριστιανικὴν πίστιν καὶ καλοῦν τὸν λαὸν νὰ μὴ μετάσχῃ εἰς τὰς εἰδωλολατρικὰς αὐτὰς τελετάς. [8,1475,193,1557]
body: Ἀπὸ τὴν πρωτοφανῆ εἰς τὰ ἀθλητικὰ χρονικὰ τῆς Θεσσαλονίκης ὑποδοχὴν τοῦ νέου προπονητοῦ τοῦ «ΠΑΟΚ». [1360,1382,1558,1422]
body: Αἱ ἐκκλησιαστικαὶ ἀρχαὶ διαφωτίζουν τοὺς πιστοὺς ὅτι αἱ ἐκδηλώσεις τῶν Ἀναστεναρίων δὲν ἔχουν καμμίαν σχέσιν πρὸς τὴν χριστιανικὴν πίστιν καὶ καλοῦν τὸν λαὸν νὰ μὴ μετάσχῃ εἰς τὰς εἰδωλολατρικὰς αὐτὰς τελετάς. [991,1764,1138,1873]
sports-body: Οἱ «Ὀλυμπιακός», «ΑΕΚ», «Παναθηναϊκός», «Πανακχαϊκή» καὶ «Πανιώνιος» ἀπέκλεισαν τοὺς ἀντιπάλους των. Οἱ διαιτηταὶ τῶν ἀγώνων Κυριακῆς. Ἀγῶνες μπάσκετ [600,553,783,621]
body: Αἱ ἐκκλησιαστικαὶ ἀρχαὶ διαφωτίζουν τοὺς πιστοὺς ὅτι αἱ ἐκδηλώσεις τῶν Ἀναστεναρίων δὲν ἔχουν καμμίαν σχέσιν πρὸς τὴν χριστιανικὴν πίστιν καὶ καλοῦν τὸν λαὸν νὰ μὴ μετάσχῃ εἰς τὰς εἰδωλολατρικὰς αὐτὰς τελετάς. [203,1978,388,2060]
headline: Ἑκατὸν νεκροὶ ὁ ἀπολογισμὸς τῶν βιαίων συγκρούσεων μεταξὺ Μαλαίων καὶ Κινέζων [1160,541,1552,630]
body: Αἱ ἐκκλησιαστικαὶ ἀρχαὶ διαφωτίζουν τοὺς πιστοὺς ὅτι αἱ ἐκδηλώσεις τῶν Ἀναστεναρίων δὲν ἔχουν καμμίαν σχέσιν πρὸς τὴν χριστιανικὴν πίστιν καὶ καλοῦν τὸν λαὸν νὰ μὴ μετάσχῃ εἰς τὰς εἰδωλολατρικὰς αὐτὰς τελετάς. [8,1822,193,1904]
body: Αἱ ἐκκλησιαστικαὶ ἀρχαὶ διαφωτίζουν τοὺς πιστοὺς ὅτι αἱ ἐκδηλώσεις τῶν Ἀναστεναρίων δὲν ἔχουν καμμίαν σχέσιν πρὸς τὴν χριστιανικὴν πίστιν καὶ καλοῦν τὸν λαὸν νὰ μὴ μετάσχῃ εἰς τὰς εἰδωλολατρικὰς αὐτὰς τελετάς. [8,1649,193,1730]
sports-body: Οἱ «Ὀλυμπιακός», «ΑΕΚ», «Παναθηναϊκός», «Πανακχαϊκή» καὶ «Πανιώνιος» ἀπέκλεισαν τοὺς ἀντιπάλους των. Οἱ διαιτηταὶ τῶν ἀγώνων Κυριακῆς. Ἀγῶνες μπάσκετ [791,625,974,694]
body: Αἱ ἐκκλησιαστικαὶ ἀρχαὶ διαφωτίζουν τοὺς πιστοὺς ὅτι αἱ ἐκδηλώσεις τῶν Ἀναστεναρίων δὲν ἔχουν καμμίαν σχέσιν πρὸς τὴν χριστιανικὴν πίστιν καὶ καλοῦν τὸν λαὸν νὰ μὴ μετάσχῃ εἰς τὰς εἰδωλολατρικὰς αὐτὰς τελετάς. [598,1504,782,1585]
column-right [1149,0,1564,2340]
body: Ἀπὸ τὴν πρωτοφανῆ εἰς τὰ ἀθλητικὰ χρονικὰ τῆς Θεσσαλονίκης ὑποδοχὴν τοῦ νέου προπονητοῦ τοῦ «ΠΑΟΚ». [1360,458,1558,498]
column-rule [983,0,984,2340]
dateline: ΝΕΑ ΥΟΡΚΗ, 14. («Ἰπ. Ἰσσ.»). [8,1458,146,1470]
body: Ἀπὸ τὴν πρωτοφανῆ εἰς τὰ ἀθλητικὰ χρονικὰ τῆς Θεσσαλονίκης ὑποδοχὴν τοῦ νέου προπονητοῦ τοῦ «ΠΑΟΚ». [1154,1382,1352,1422]
body: Αἱ ἐκκλησιαστικαὶ ἀρχαὶ διαφωτίζουν τοὺς πιστοὺς ὅτι αἱ ἐκδηλώσεις τῶν Ἀναστεναρίων δὲν ἔχουν καμμίαν σχέσιν πρὸς τὴν χριστιανικὴν πίστιν καὶ καλοῦν τὸν λαὸν νὰ μὴ μετάσχῃ εἰς τὰς εἰδωλολατρικὰς αὐτὰς τελετάς. [203,1891,388,1973]
body: Ἀπὸ τὴν πρωτοφανῆ εἰς τὰ ἀθλητικὰ χρονικὰ τῆς Θεσσαλονίκης ὑποδοχὴν τοῦ νέου προπονητοῦ τοῦ «ΠΑΟΚ». [1360,1169,1558,1209]
body: Αἱ ἐκκλησιαστικαὶ ἀρχαὶ διαφωτίζουν τοὺς πιστοὺς ὅτι αἱ ἐκδηλώσεις τῶν Ἀναστεναρίων δὲν ἔχουν καμμίαν σχέσιν πρὸς τὴν χριστιανικὴν πίστιν καὶ καλοῦν τὸν λαὸν νὰ μὴ μετάσχῃ εἰς τὰς εἰδωλολατρικὰς αὐτὰς τελετάς. [203,2065,388,2146]
brief-headline: ΖΗΤΕΙΤΑΙ ΜΕΤΑΦΟΡΑ ΤΟΥ ΜΝΗΜΕΙΟΥ ΤΟΥ ΑΓΝΩΣΤΟΥ ΓΑΛΛΟΥ ΣΤΡΑΤΙΩΤΟΥ [418,374,571,438]
body: Ἀπὸ τὴν πρωτοφανῆ εἰς τὰ ἀθλητικὰ χρονικὰ τῆς Θεσσαλονίκης ὑποδοχὴν τοῦ νέου προπονητοῦ τοῦ «ΠΑΟΚ». [1154,1167,1352,1207]
sports-body: Οἱ «Ὀλυμπιακός», «ΑΕΚ», «Παναθηναϊκός», «Πανακχαϊκή» καὶ «Πανιώνιος» ἀπέκλεισαν τοὺς ἀντιπάλους των. Οἱ διαιτηταὶ τῶν ἀγώνων Κυριακῆς. Ἀγῶνες μπάσκετ [600,918,783,985]
brief-body: ΗΝΩΜΕΝΑ ΕΘΝΗ, 14. («Ἀσσ. Πρές.»). Ἡ Βρεταννία ὑπέβαλε εἰς τὴν ἐπιτροπὴν ἀφοπλισμοῦ σχέδιον συμπληρωματικοῦ πρωτοκόλλου διὰ τὴν ἀπαγόρευσιν τῆς χρήσεως χημικῶν καὶ βιολογικῶν ὅπλων. [408,1233,582,1315]
body: Αἱ ἐκκλησιαστικαὶ ἀρχαὶ διαφωτίζουν τοὺς πιστοὺς ὅτι αἱ ἐκδηλώσεις τῶν Ἀναστεναρίων δὲν ἔχουν καμμίαν σχέσιν πρὸς τὴν χριστιανικὴν πίστιν καὶ καλοῦν τὸν λαὸν νὰ μὴ μετάσχῃ εἰς τὰς εἰδωλολατρικὰς αὐτὰς τελετάς. [203,1631,388,1713]
article-body: Αἱ ἐκκλησιαστικαὶ ἀρχαὶ διαφωτίζουν τοὺς πιστοὺς ὅτι αἱ ἐκδηλώσεις τῶν Ἀναστεναρίων δὲν ἔχουν καμμίαν σχέσιν πρὸς τὴν χριστιανικὴν πίστιν καὶ καλοῦν τὸν λαὸν νὰ μὴ μετάσχῃ εἰς τὰς εἰδωλολατρικὰς αὐτὰς τελετάς. [10,392,191,473]
brief-headline: ΚΑΝΑΔΟΣ ΨΥΧΡΟΤΕΡΟΣ ΕΙΣ ΣΟΒ. ΕΝΩΣΙΝ [413,1626,577,1654]
deck: Ἀνακριβεῖς καὶ ἀντιφατικοὶ χαρακτηρισμοί.- «Ὁδηγίαι διὰ τὴν στρατολογίαν πρακτόρων. «Μὴ λυπᾶστε τὸ χρῆμα» [598,1374,968,1489]
news-body: Ἀπὸ τὴν πρωτοφανῆ εἰς τὰ ἀθλητικὰ χρονικὰ τῆς Θεσσαλονίκης ὑποδοχὴν τοῦ νέου προπονητοῦ τοῦ «ΠΑΟΚ». [991,955,1138,1009]
column-rule [1145,0,1146,1220]
article-body: Αἱ ἐκκλησιαστικαὶ ἀρχαὶ διαφωτίζουν τοὺς πιστοὺς ὅτι αἱ ἐκδηλώσεις τῶν Ἀναστεναρίων δὲν ἔχουν καμμίαν σχέσιν πρὸς τὴν χριστιανικὴν πίστιν καὶ καλοῦν τὸν λαὸν νὰ μὴ μετάσχῃ εἰς τὰς εἰδωλολατρικὰς αὐτὰς τελετάς. [201,586,382,668]
body: Ἀπὸ τὴν πρωτοφανῆ εἰς τὰ ἀθλητικὰ χρονικὰ τῆς Θεσσαλονίκης ὑποδοχὴν τοῦ νέου προπονητοῦ τοῦ «ΠΑΟΚ». [1360,1094,1558,1135]
body: Αἱ ἐκκλησιαστικαὶ ἀρχαὶ διαφωτίζουν τοὺς πιστοὺς ὅτι αἱ ἐκδηλώσεις τῶν Ἀναστεναρίων δὲν ἔχουν καμμίαν σχέσιν πρὸς τὴν χριστιανικὴν πίστιν καὶ καλοῦν τὸν λαὸν νὰ μὴ μετάσχῃ εἰς τὰς εἰδωλολατρικὰς αὐτὰς τελετάς. [203,2200,388,2281]
brief-headline: ΣΥΜΠΛΗΡΩΜΑΤΙΚΟΝ ΠΡΩΤΟΚΟΛΛΟΝ ΚΑΤΑ ΤΗΣ ΧΡΗΣΕΩΣ ΧΗΜΙΚΩΝ ΟΠΛΩΝ [416,23,574,86]
subhead: Η ΑΣΤΥΝΟΜΙΑ ΕΠΕΤΥΧΕ ΤΕΛΙΚΩΣ ΝΑ ΑΠΟΚΑΤΑΣΤΗΣΗ ΤΗΝ ΤΑΞΙΝ [1161,633,1551,667]
continued-note: ΣΥΝΕΧΕΙΑ ΕΙΣ ΤΗΝ ΣΕΛ. [813,988,952,1003]
body: Ἀπὸ τὴν πρωτοφανῆ εἰς τὰ ἀθλητικὰ χρονικὰ τῆς Θεσσαλονίκης ὑποδοχὴν τοῦ νέου προπονητοῦ τοῦ «ΠΑΟΚ». [1154,444,1352,484]
article-kicker: ΚΑΛΕΙ ΤΟΝ ΛΑΟΝ ΝΑ ΜΗ ΜΕΤΑΣΧΗ [70,7,322,24]
article-body: Αἱ ἐκκλησιαστικαὶ ἀρχαὶ διαφωτίζουν τοὺς πιστοὺς ὅτι αἱ ἐκδηλώσεις τῶν Ἀναστεναρίων δὲν ἔχουν καμμίαν σχέσιν πρὸς τὴν χριστιανικὴν πίστιν καὶ καλοῦν τὸν λαὸν νὰ μὴ μετάσχῃ εἰς τὰς εἰδωλολατρικὰς αὐτὰς τελετάς. [201,759,382,841]
body: Ἀπὸ τὴν πρωτοφανῆ εἰς τὰ ἀθλητικὰ χρονικὰ τῆς Θεσσαλονίκης ὑποδοχὴν τοῦ νέου προπονητοῦ τοῦ «ΠΑΟΚ». [1360,740,1558,780]
body: Αἱ ἐκκλησιαστικαὶ ἀρχαὶ διαφωτίζουν τοὺς πιστοὺς ὅτι αἱ ἐκδηλώσεις τῶν Ἀναστεναρίων δὲν ἔχουν καμμίαν σχέσιν πρὸς τὴν χριστιανικὴν πίστιν καὶ καλοῦν τὸν λαὸν νὰ μὴ μετάσχῃ εἰς τὰς εἰδωλολατρικὰς αὐτὰς τελετάς. [991,1535,1138,1645]
article-body: Αἱ ἐκκλησιαστικαὶ ἀρχαὶ διαφωτίζουν τοὺς πιστοὺς ὅτι αἱ ἐκδηλώσεις τῶν Ἀναστεναρίων δὲν ἔχουν καμμίαν σχέσιν πρὸς τὴν χριστιανικὴν πίστιν καὶ καλοῦν τὸν λαὸν νὰ μὴ μετάσχῃ εἰς τὰς εἰδωλολατρικὰς αὐτὰς τελετάς. [201,672,382,754]
body: Αἱ ἐκκλησιαστικαὶ ἀρχαὶ διαφωτίζουν τοὺς πιστοὺς ὅτι αἱ ἐκδηλώσεις τῶν Ἀναστεναρίων δὲν ἔχουν καμμίαν σχέσιν πρὸς τὴν χριστιανικὴν πίστιν καὶ καλοῦν τὸν λαὸν νὰ μὴ μετάσχῃ εἰς τὰς εἰδωλολατρικὰς αὐτὰς τελετάς. [203,1718,388,1800]
news-headline: Η ΕΚΠΟΝΗΣΙΣ ΜΕΛΕΤΩΝ ΑΝΕΓΕΡΣΕΩΣ ΞΕΝΟΔΟΧΕΙΩΝ ΕΙΣ ΤΗΝ ΑΚΡΟΝΑΥΠΛΙΑΝ [993,1081,1136,1132]
section-heading: Οἱ ἀτομικὲς ἐλευθερίες [632,1762,748,1777]
subhead: ΕΒΕΛΤΙΩΘΗΣΑΝ ΑΙΣΘΗΤΩΣ ΤΑ ΜΕΣΑ ΕΠΙΚΟΙΝΩΝΙΑΣ.- Η ΣΥΝΕΡΓΑΣΙΑ ΜΕΤ' ΑΛΩΝΣΚΑΦΩΝ.- ΜΗΧΑΝΗΜΑΤΑ ΗΧΟΥ [1182,1344,1531,1373]
article-body: Αἱ ἐκκλησιαστικαὶ ἀρχαὶ διαφωτίζουν τοὺς πιστοὺς ὅτι αἱ ἐκδηλώσεις τῶν Ἀναστεναρίων δὲν ἔχουν καμμίαν σχέσιν πρὸς τὴν χριστιανικὴν πίστιν καὶ καλοῦν τὸν λαὸν νὰ μὴ μετάσχῃ εἰς τὰς εἰδωλολατρικὰς αὐτὰς τελετάς. [201,932,382,1015]
strip-heading: ΕΙΣ ΤΗΝ ΠΡΩΤΕΥΟΥΣΑΝ ΚΟΥΑΛΑ ΛΟΥΜΠΟΥΡ [1154,509,1558,537]
body: Αἱ ἐκκλησιαστικαὶ ἀρχαὶ διαφωτίζουν τοὺς πιστοὺς ὅτι αἱ ἐκδηλώσεις τῶν Ἀναστεναρίων δὲν ἔχουν καμμίαν σχέσιν πρὸς τὴν χριστιανικὴν πίστιν καὶ καλοῦν τὸν λαὸν νὰ μὴ μετάσχῃ εἰς τὰς εἰδωλολατρικὰς αὐτὰς τελετάς. [991,1421,1138,1530]
kicker: ΣΥΓΚΛΟΝΙΣΤΙΚΗ ΥΠΟΘΕΣΙΣ ΚΑΤΑΣΚΟΠΕΙΑΣ [609,1237,963,1256]
brief-body: ΗΝΩΜΕΝΑ ΕΘΝΗ, 14. («Ἀσσ. Πρές.»). Ἡ Βρεταννία ὑπέβαλε εἰς τὴν ἐπιτροπὴν ἀφοπλισμοῦ σχέδιον συμπληρωματικοῦ πρωτοκόλλου διὰ τὴν ἀπαγόρευσιν τῆς χρήσεως χημικῶν καὶ βιολογικῶν ὅπλων. [408,193,582,275]
column-sports [594,0,980,1220]
sports-body: Οἱ «Ὀλυμπιακός», «ΑΕΚ», «Παναθηναϊκός», «Πανακχαϊκή» καὶ «Πανιώνιος» ἀπέκλεισαν τοὺς ἀντιπάλους των. Οἱ διαιτηταὶ τῶν ἀγώνων Κυριακῆς. Ἀγῶνες μπάσκετ [600,772,783,839]
brief-kicker: ΑΓΓΛΙΚΗΣ ΕΜΠΝΕΥΣΕΩΣ [423,7,566,21]
body: Αἱ ἐκκλησιαστικαὶ ἀρχαὶ διαφωτίζουν τοὺς πιστοὺς ὅτι αἱ ἐκδηλώσεις τῶν Ἀναστεναρίων δὲν ἔχουν καμμίαν σχέσιν πρὸς τὴν χριστιανικὴν πίστιν καὶ καλοῦν τὸν λαὸν νὰ μὴ μετάσχῃ εἰς τὰς εἰδωλολατρικὰς αὐτὰς τελετάς. [991,1993,1138,2102]
article-headline: Η Ἐκκλησία θεωρεῖ εἰδωλολατρικὰ τὰ «Ἀναστενάρια» [32,29,360,162]
sports-body: Οἱ «Ὀλυμπιακός», «ΑΕΚ», «Παναθηναϊκός», «Πανακχαϊκή» καὶ «Πανιώνιος» ἀπέκλεισαν τοὺς ἀντιπάλους των. Οἱ διαιτηταὶ τῶν ἀγώνων Κυριακῆς. Ἀγῶνες μπάσκετ [600,625,783,694]
sports-body: Οἱ «Ὀλυμπιακός», «ΑΕΚ», «Παναθηναϊκός», «Πανακχαϊκή» καὶ «Πανιώνιος» ἀπέκλεισαν τοὺς ἀντιπάλους των. Οἱ διαιτηταὶ τῶν ἀγώνων Κυριακῆς. Ἀγῶνες μπάσκετ [791,699,974,767]
body: Ἀπὸ τὴν πρωτοφανῆ εἰς τὰ ἀθλητικὰ χρονικὰ τῆς Θεσσαλονίκης ὑποδοχὴν τοῦ νέου προπονητοῦ τοῦ «ΠΑΟΚ». [1360,413,1558,453]
news-body: Ἀπὸ τὴν πρωτοφανῆ εἰς τὰ ἀθλητικὰ χρονικὰ τῆς Θεσσαλονίκης ὑποδοχὴν τοῦ νέου προπονητοῦ τοῦ «ΠΑΟΚ». [991,802,1138,856]
body: Ἀπὸ τὴν πρωτοφανῆ εἰς τὰ ἀθλητικὰ χρονικὰ τῆς Θεσσαλονίκης ὑποδοχὴν τοῦ νέου προπονητοῦ τοῦ «ΠΑΟΚ». [1154,676,1352,717]
article-penkovsky [592,1220,980,2340]
brief-body: ΗΝΩΜΕΝΑ ΕΘΝΗ, 14. («Ἀσσ. Πρές.»). Ἡ Βρεταννία ὑπέβαλε εἰς τὴν ἐπιτροπὴν ἀφοπλισμοῦ σχέδιον συμπληρωματικοῦ πρωτοκόλλου διὰ τὴν ἀπαγόρευσιν τῆς χρήσεως χημικῶν καὶ βιολογικῶν ὅπλων. [408,1021,582,1103]
continued-note: ΑΥΡΙΟΝ: Η συνέχεια [1007,2105,1121,2119]
body: Αἱ ἐκκλησιαστικαὶ ἀρχαὶ διαφωτίζουν τοὺς πιστοὺς ὅτι αἱ ἐκδηλώσεις τῶν Ἀναστεναρίων δὲν ἔχουν καμμίαν σχέσιν πρὸς τὴν χριστιανικὴν πίστιν καὶ καλοῦν τὸν λαὸν νὰ μὴ μετάσχῃ εἰς τὰς εἰδωλολατρικὰς αὐτὰς τελετάς. [598,1590,782,1671]
brief-body: ΗΝΩΜΕΝΑ ΕΘΝΗ, 14. («Ἀσσ. Πρές.»). Ἡ Βρεταννία ὑπέβαλε εἰς τὴν ἐπιτροπὴν ἀφοπλισμοῦ σχέδιον συμπληρωματικοῦ πρωτοκόλλου διὰ τὴν ἀπαγόρευσιν τῆς χρήσεως χημικῶν καὶ βιολογικῶν ὅπλων. [408,1956,582,2037]
column-briefs [404,0,586,2340]
sports-body: Οἱ «Ὀλυμπιακός», «ΑΕΚ», «Παναθηναϊκός», «Πανακχαϊκή» καὶ «Πανιώνιος» ἀπέκλεισαν τοὺς ἀντιπάλους των. Οἱ διαιτηταὶ τῶν ἀγώνων Κυριακῆς. Ἀγῶνες μπάσκετ [791,844,974,913]
subhead: ΤΡΕΙΣ ΕΞ ΑΥΤΩΝ ΠΑΛΑΙΟΤΕΡΟΝ ΕΙΧΟΝ ΧΡΗΜΑΤΙΣΕΙ ΥΠΟΥΡΓΟΙ [1170,988,1543,1021]
